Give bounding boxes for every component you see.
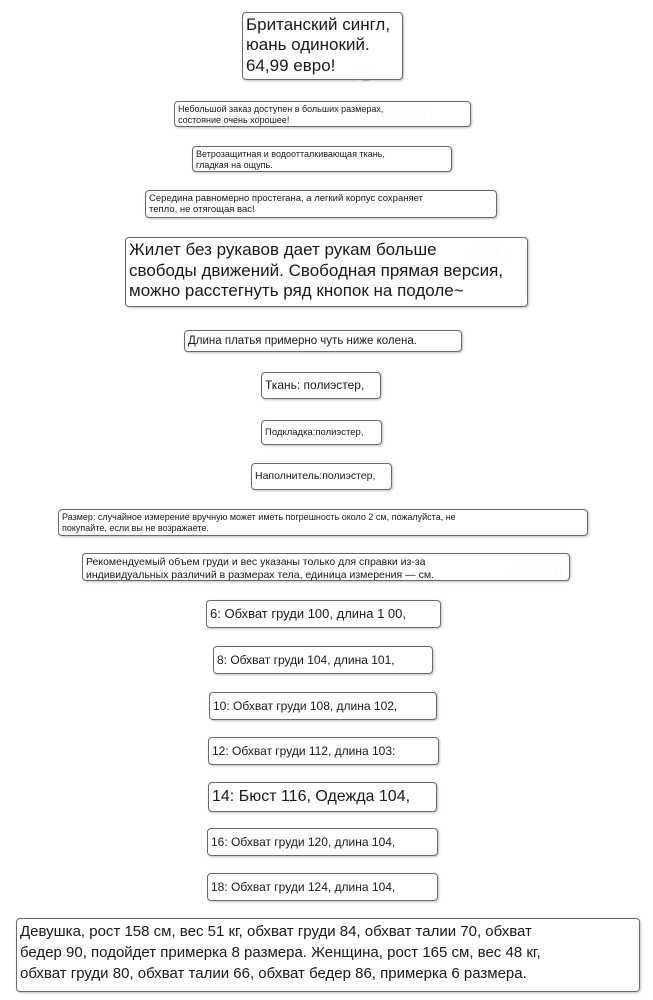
fabric-caption: Ветрозащитная и водоотталкивающая ткань, гладкая на ощупь. [192, 146, 452, 172]
small-order-caption: Небольшой заказ доступен в больших размерах, состояние очень хорошее! [174, 101, 471, 127]
material-caption: Ткань: полиэстер, [261, 372, 381, 399]
size-8-row: 8: Обхват груди 104, длина 101, [213, 646, 433, 674]
recommend-caption: Рекомендуемый объем груди и вес указаны только для справки из-за индивидуальных различий в размерах тела, единица измерения — см. [82, 553, 570, 581]
models-caption: Девушка, рост 158 см, вес 51 кг, обхват груди 84, обхват талии 70, обхват бедер 90, подойдет примерка 8 размера. Женщина, рост 165 см, вес 48 кг, обхват груди 80, обхват талии 66, обхват бедер 86, примерка 6 размера. [16, 918, 640, 992]
size-6-row: 6: Обхват груди 100, длина 1 00, [206, 600, 441, 628]
size-note-caption: Размер: случайное измерение вручную может иметь погрешность около 2 см, пожалуйста, не покупайте, если вы не возражаете. [58, 509, 588, 536]
quilting-caption: Середина равномерно простегана, а легкий корпус сохраняет тепло, не отягощая вас! [145, 190, 497, 218]
size-12-row: 12: Обхват груди 112, длина 103: [208, 737, 439, 765]
filler-caption: Наполнитель:полиэстер, [251, 463, 392, 490]
title-caption: Британский сингл, юань одинокий. 64,99 евро! [242, 12, 403, 80]
size-10-row: 10: Обхват груди 108, длина 102, [209, 692, 437, 720]
size-18-row: 18: Обхват груди 124, длина 104, [207, 873, 438, 901]
lining-caption: Подкладка:полиэстер, [261, 420, 382, 445]
vest-caption: Жилет без рукавов дает рукам больше свободы движений. Свободная прямая версия, можно расстегнуть ряд кнопок на подоле~ [125, 237, 528, 307]
size-14-row: 14: Бюст 116, Одежда 104, [208, 782, 437, 812]
length-caption: Длина платья примерно чуть ниже колена. [184, 330, 462, 352]
size-16-row: 16: Обхват груди 120, длина 104, [207, 828, 438, 856]
